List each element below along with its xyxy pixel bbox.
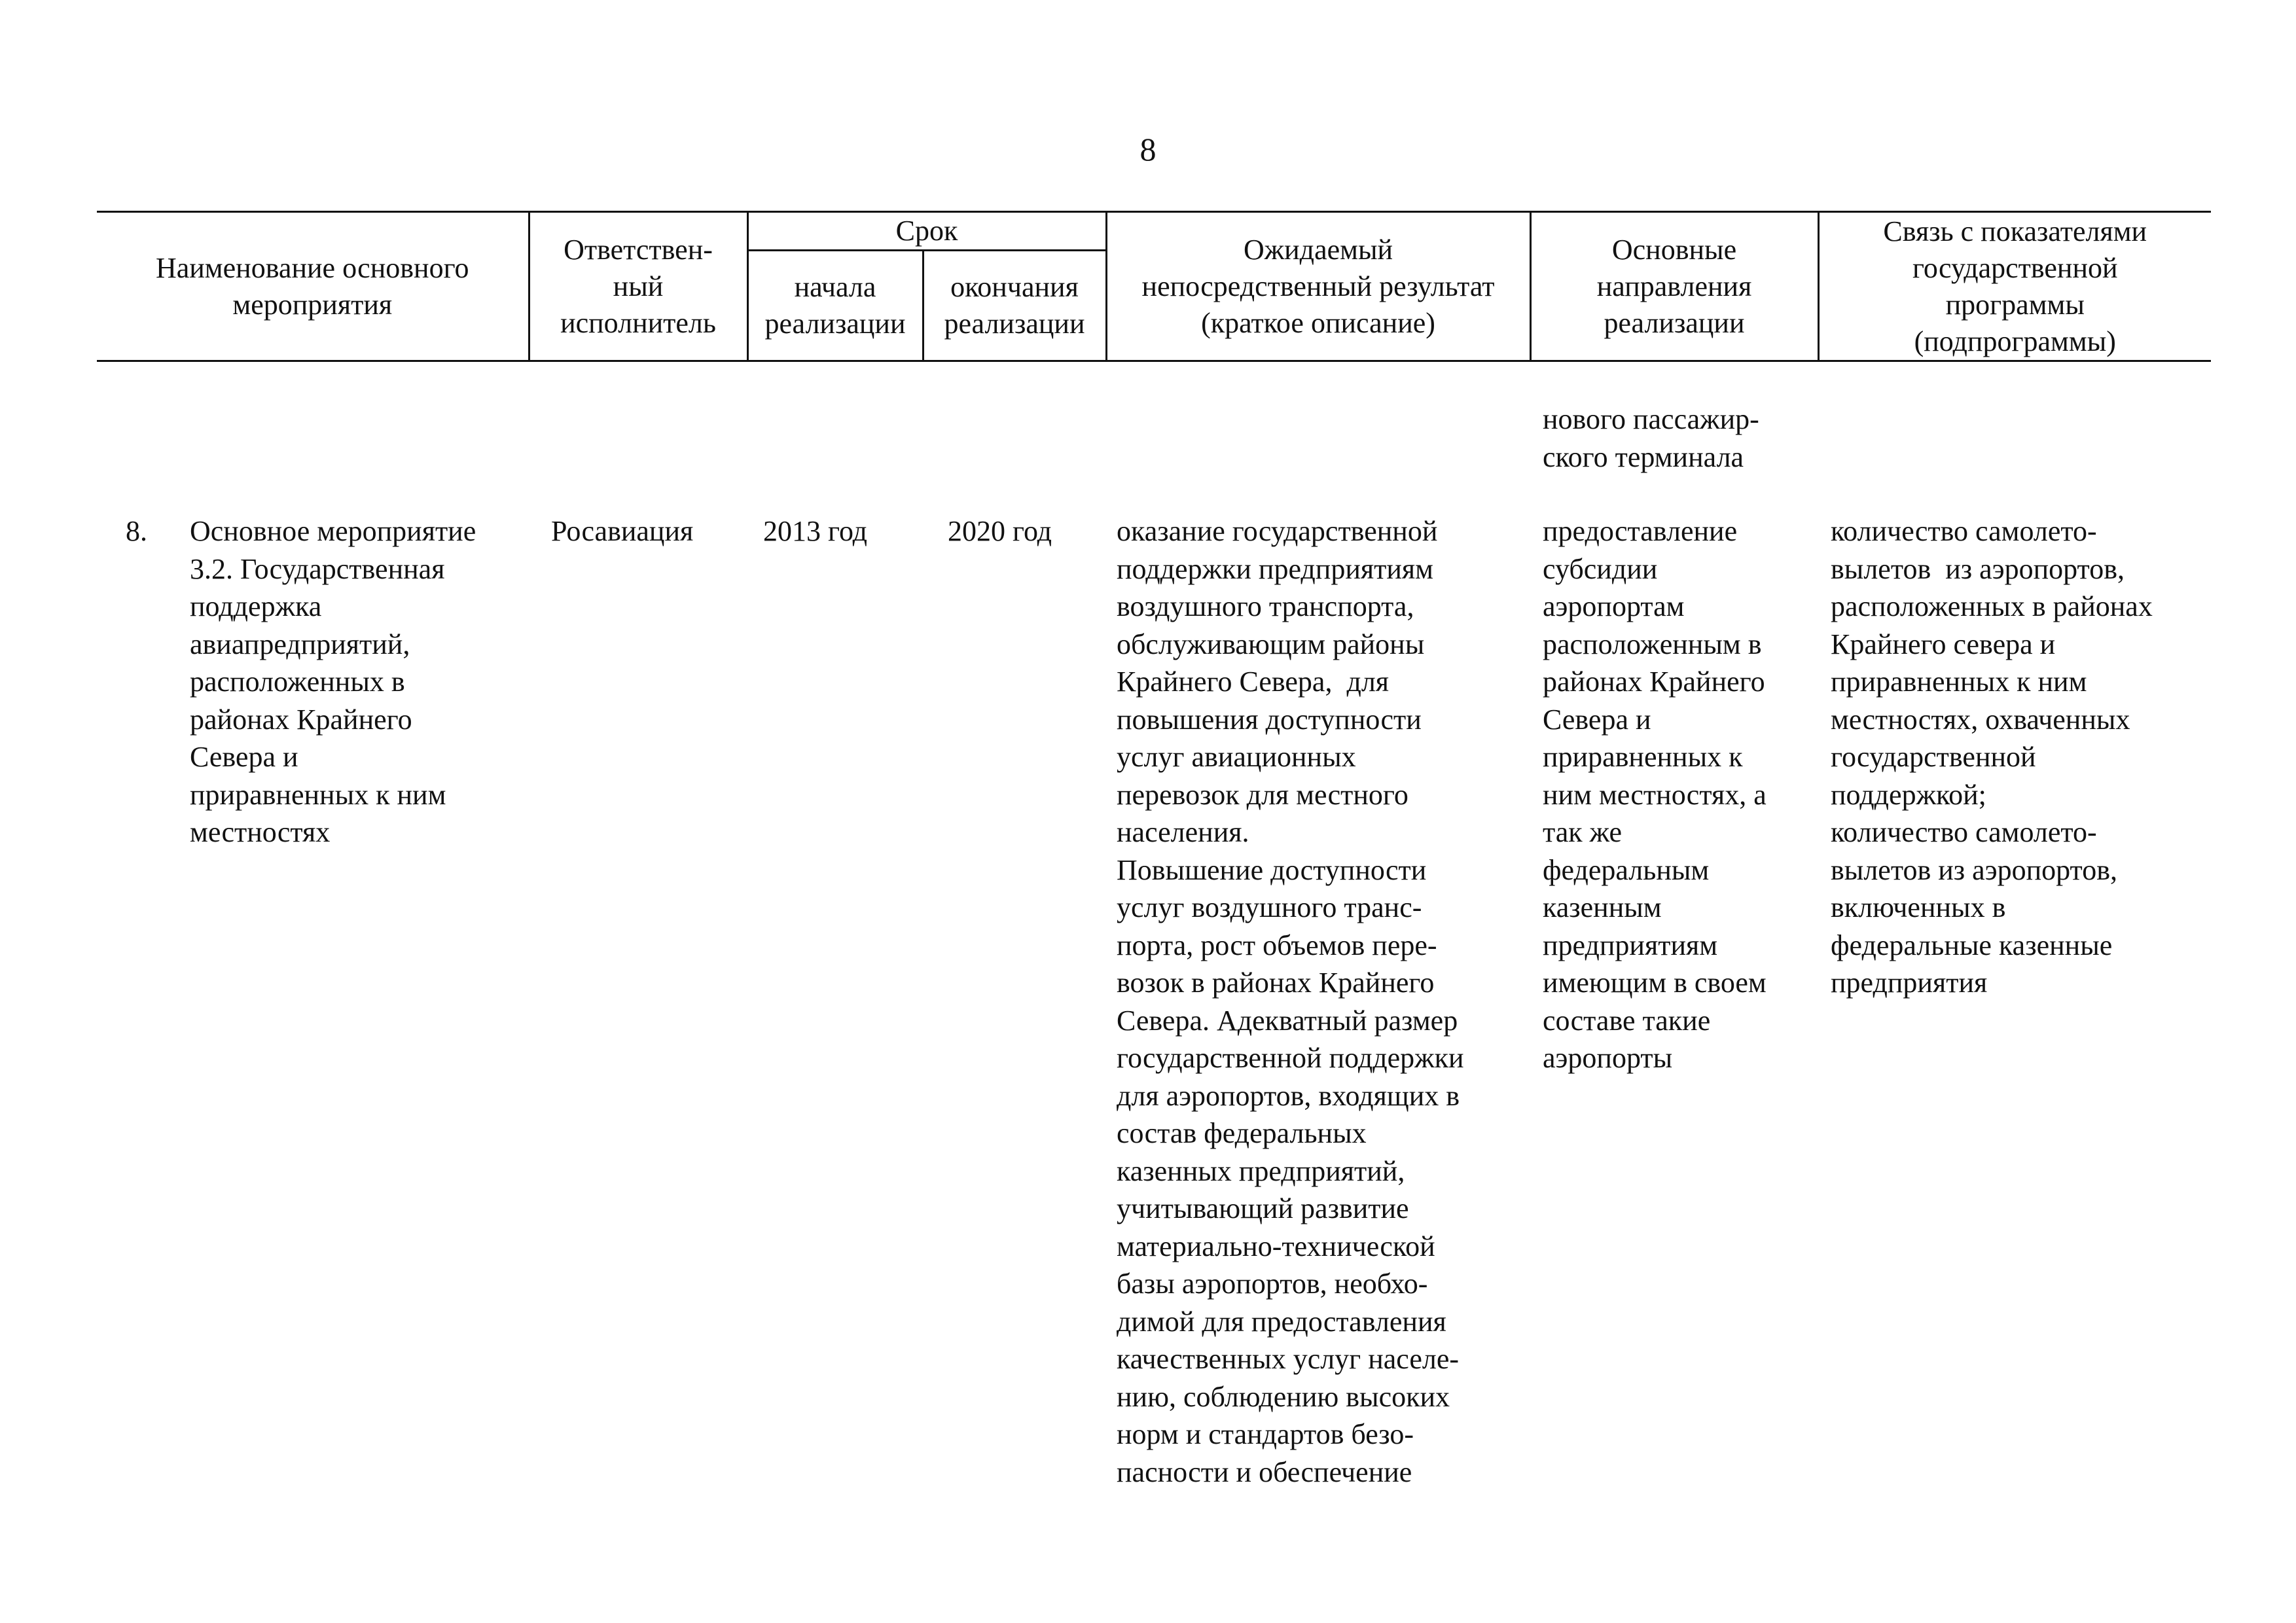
row-directions: предоставление субсидии аэропортам расположенным в районах Крайнего Севера и приравненных к ним местностях, а так же федеральным казенным предприятиям имеющим в своем составе такие аэропорты	[1543, 515, 1767, 1074]
continuation-directions: нового пассажир- ского терминала	[1543, 403, 1759, 473]
header-directions: Основные направления реализации	[1530, 212, 1818, 361]
row-end: 2020 год	[948, 515, 1052, 547]
row-result: оказание государственной поддержки предприятиям воздушного транспорта, обслуживающим районы Крайнего Севера, для повышения доступности услуг авиационных перевозок для местного населения. Повышение доступности услуг воздушного транс- порта, рост объемов пере- возок в районах Крайнего Севера. Адекватный размер государственной поддержки для аэропортов, входящих в состав федеральных казенных предприятий, учитывающий развитие материально-технической базы аэропортов, необхо- димой для предоставления качественных услуг населе- нию, соблюдению высоких норм и стандартов безо- пасности и обеспечение	[1117, 515, 1464, 1488]
row-executor: Росавиация	[551, 515, 694, 547]
page-number: 8	[1139, 131, 1157, 168]
row-number: 8.	[126, 515, 147, 547]
header-end: окончания реализации	[923, 251, 1106, 361]
row-start: 2013 год	[763, 515, 868, 547]
header-executor: Ответствен- ный исполнитель	[529, 212, 747, 361]
header-indicators: Связь с показателями государственной программы (подпрограммы)	[1818, 212, 2211, 361]
row-name: Основное мероприятие 3.2. Государственная поддержка авиапредприятий, расположенных в районах Крайнего Севера и приравненных к ним местностях	[190, 515, 476, 848]
table-header	[97, 211, 2211, 362]
row-indicators: количество самолето- вылетов из аэропортов, расположенных в районах Крайнего севера и приравненных к ним местностях, охваченных государственной поддержкой; количество самолето- вылетов из аэропортов, включенных в федеральные казенные предприятия	[1831, 515, 2153, 999]
header-name: Наименование основного мероприятия	[97, 212, 529, 361]
header-result: Ожидаемый непосредственный результат (краткое описание)	[1106, 212, 1530, 361]
header-term: Срок	[747, 212, 1106, 251]
header-start: начала реализации	[747, 251, 923, 361]
